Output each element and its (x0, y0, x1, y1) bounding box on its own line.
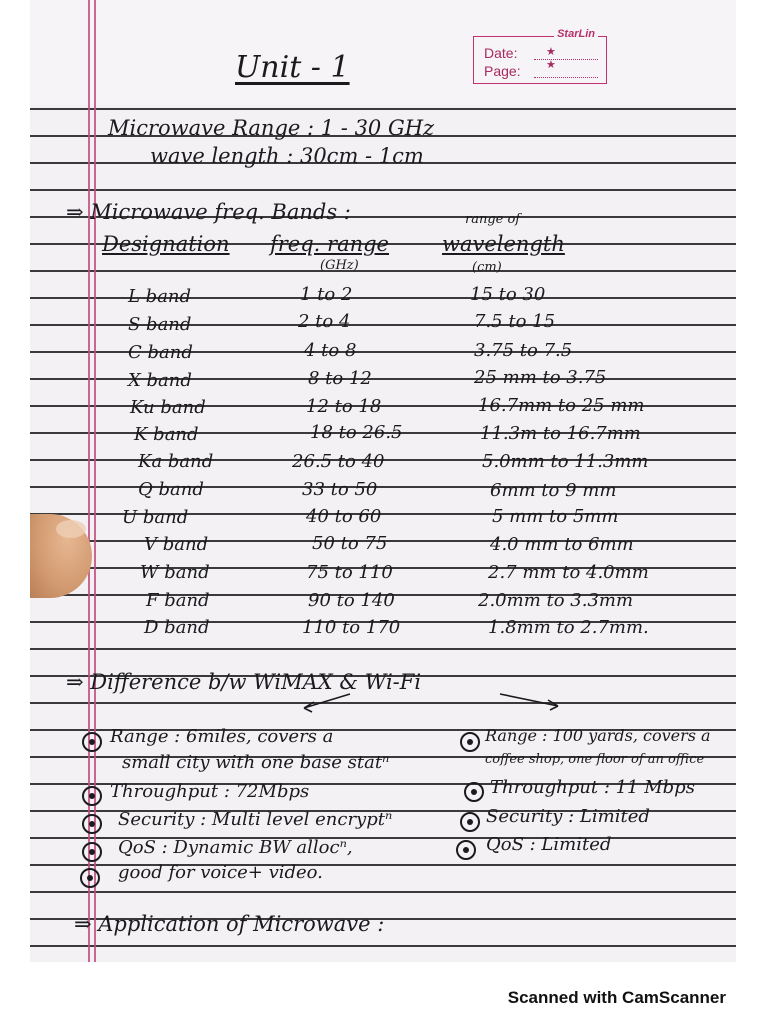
band-freq: 75 to 110 (306, 562, 393, 583)
band-freq: 40 to 60 (306, 506, 382, 527)
arrow-marks (290, 690, 580, 716)
band-freq: 4 to 8 (304, 340, 357, 361)
fingernail (56, 520, 86, 538)
band-wave: 25 mm to 3.75 (474, 367, 607, 388)
band-freq: 8 to 12 (308, 368, 372, 389)
band-wave: 15 to 30 (470, 284, 546, 305)
band-name: Ka band (138, 451, 214, 472)
bullet-icon (460, 732, 480, 752)
band-freq: 18 to 26.5 (310, 422, 403, 443)
bands-heading: ⇒ Microwave freq. Bands : (66, 200, 351, 224)
col-freq: freq. range (270, 232, 389, 256)
notebook-brand: StarLin (554, 28, 598, 40)
band-wave: 11.3m to 16.7mm (480, 423, 641, 444)
date-page-box (473, 28, 607, 84)
band-wave: 4.0 mm to 6mm (490, 534, 634, 555)
band-freq: 33 to 50 (302, 479, 378, 500)
band-name: U band (122, 507, 189, 528)
wavelength-range-line: wave length : 30cm - 1cm (150, 144, 424, 168)
band-name: L band (128, 286, 192, 307)
band-name: S band (128, 314, 192, 335)
scanner-watermark: Scanned with CamScanner (507, 988, 726, 1007)
band-wave: 2.7 mm to 4.0mm (488, 562, 649, 583)
band-wave: 5.0mm to 11.3mm (482, 451, 649, 472)
wimax-point: Security : Multi level encryptⁿ (118, 809, 393, 830)
difference-heading: ⇒ Difference b/w WiMAX & Wi-Fi (66, 670, 422, 694)
wimax-point: QoS : Dynamic BW allocⁿ, (118, 837, 353, 858)
wifi-point: Throughput : 11 Mbps (490, 777, 695, 798)
page-label: Page: (484, 63, 521, 79)
band-wave: 5 mm to 5mm (492, 506, 619, 527)
notebook-page (30, 0, 736, 962)
band-wave: 3.75 to 7.5 (474, 340, 573, 361)
bullet-icon (82, 786, 102, 806)
wifi-point: Range : 100 yards, covers a (485, 726, 711, 745)
bullet-icon (82, 814, 102, 834)
band-freq: 110 to 170 (302, 617, 401, 638)
bullet-icon (464, 782, 484, 802)
bullet-icon (460, 812, 480, 832)
date-label: Date: (484, 45, 518, 61)
band-name: V band (144, 534, 209, 555)
wifi-point: QoS : Limited (486, 834, 612, 855)
wimax-point: small city with one base statⁿ (122, 752, 390, 773)
band-freq: 2 to 4 (298, 311, 351, 332)
bullet-icon (80, 868, 100, 888)
band-name: C band (128, 342, 193, 363)
col-wave: wavelength (442, 232, 565, 256)
wimax-point: good for voice+ video. (118, 862, 323, 883)
band-wave: 6mm to 9 mm (490, 480, 617, 501)
wifi-point: coffee shop, one floor of an office (485, 752, 705, 767)
star-marks: ★ ★ (546, 46, 570, 71)
col-freq-unit: (GHz) (320, 258, 359, 273)
band-name: W band (140, 562, 210, 583)
wimax-point: Range : 6miles, covers a (110, 726, 334, 747)
date-rule (534, 59, 598, 60)
band-freq: 90 to 140 (308, 590, 395, 611)
band-freq: 1 to 2 (300, 284, 353, 305)
bullet-icon (456, 840, 476, 860)
wimax-point: Throughput : 72Mbps (110, 781, 310, 802)
bullet-icon (82, 842, 102, 862)
band-wave: 7.5 to 15 (474, 311, 556, 332)
col-designation: Designation (102, 232, 230, 256)
bullet-icon (82, 732, 102, 752)
col-wave-top: range of (465, 212, 521, 227)
band-name: X band (128, 370, 192, 391)
page-rule (534, 77, 598, 78)
band-wave: 1.8mm to 2.7mm. (488, 617, 649, 638)
unit-heading: Unit - 1 (235, 50, 350, 85)
band-name: F band (146, 590, 210, 611)
col-wave-unit: (cm) (472, 260, 502, 275)
page-header-area (30, 0, 736, 105)
band-freq: 12 to 18 (306, 396, 382, 417)
band-wave: 2.0mm to 3.3mm (478, 590, 634, 611)
band-name: D band (144, 617, 210, 638)
band-wave: 16.7mm to 25 mm (478, 395, 645, 416)
band-name: Q band (138, 479, 204, 500)
band-name: Ku band (130, 397, 206, 418)
band-name: K band (134, 424, 199, 445)
band-freq: 26.5 to 40 (292, 451, 385, 472)
microwave-range-line: Microwave Range : 1 - 30 GHz (108, 116, 435, 140)
wifi-point: Security : Limited (486, 806, 650, 827)
application-heading: ⇒ Application of Microwave : (74, 912, 385, 936)
band-freq: 50 to 75 (312, 533, 388, 554)
